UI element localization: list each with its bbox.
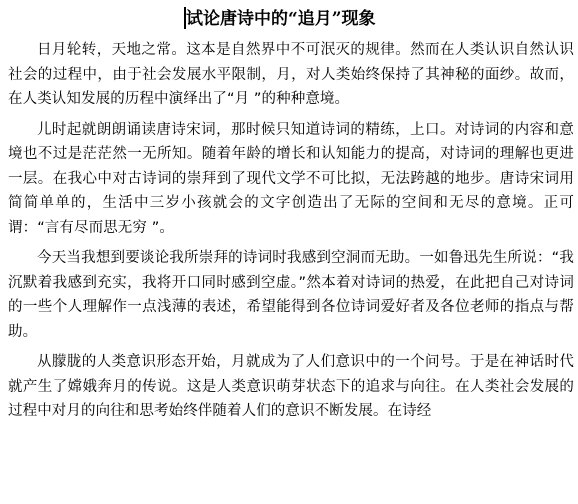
paragraph-1: 日月轮转，天地之常。这本是自然界中不可泯灭的规律。然而在人类认识自然认识社会的过程中，由于社会发展水平限制，月，对人类始终保持了其神秘的面纱。故而，在人类认知发展的历程中演绎出了“月 ”的种种意境。 <box>8 42 574 107</box>
paragraph-2: 儿时起就朗朗诵读唐诗宋词，那时候只知道诗词的精练，上口。对诗词的内容和意境也不过是茫茫然一无所知。随着年龄的增长和认知能力的提高，对诗词的理解也更进一层。在我心中对古诗词的崇拜到了现代文学不可比拟，无法跨越的地步。唐诗宋词用简简单单的，生活中三岁小孩就会的文字创造出了无际的空间和无尽的意境。正可谓：“言有尽而思无穷 ”。 <box>8 121 574 236</box>
paragraph-3: 今天当我想到要谈论我所崇拜的诗词时我感到空洞而无助。一如鲁迅先生所说：“我沉默着我感到充实，我将开口同时感到空虚。”然本着对诗词的热爱，在此把自己对诗词的一些个人理解作一点浅薄的表述，希望能得到各位诗词爱好者及各位老师的指点与帮助。 <box>8 250 574 340</box>
document-body <box>8 38 574 424</box>
document-title: 试论唐诗中的“追月”现象 <box>186 9 376 29</box>
paragraph-4: 从朦胧的人类意识形态开始，月就成为了人们意识中的一个问号。于是在神话时代就产生了嫦娥奔月的传说。这是人类意识萌芽状态下的追求与向往。在人类社会发展的过程中对月的向往和思考始终伴随着人们的意识不断发展。在诗经 <box>8 354 574 419</box>
